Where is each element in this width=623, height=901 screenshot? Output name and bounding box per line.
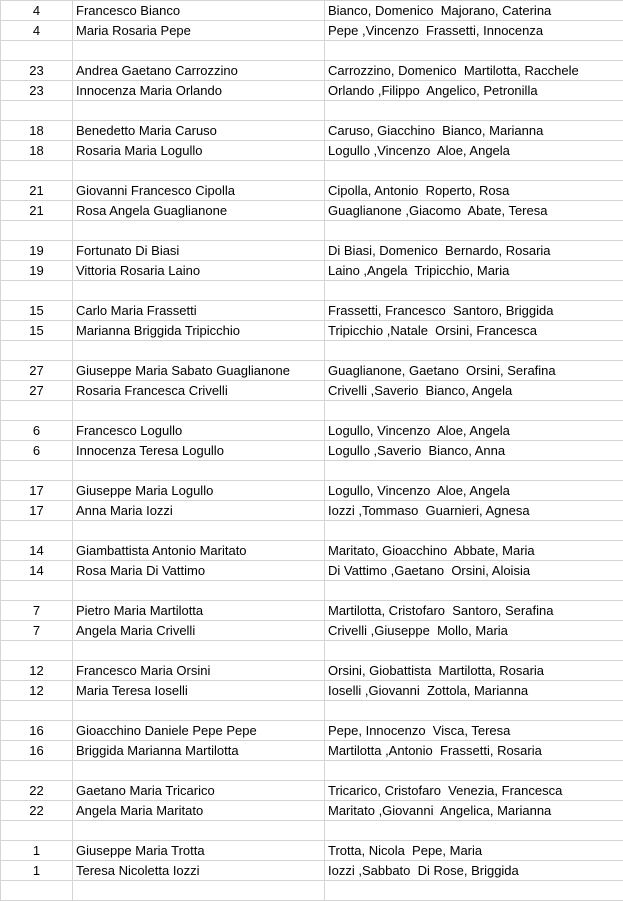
parents-cell[interactable]: Orsini, Giobattista Martilotta, Rosaria bbox=[325, 661, 623, 681]
parents-cell[interactable]: Maritato ,Giovanni Angelica, Marianna bbox=[325, 801, 623, 821]
spouse-name-cell[interactable] bbox=[73, 641, 325, 661]
parents-cell[interactable]: Frassetti, Francesco Santoro, Briggida bbox=[325, 301, 623, 321]
record-number-cell[interactable]: 22 bbox=[1, 801, 73, 821]
table-row bbox=[1, 441, 623, 461]
record-number-cell[interactable] bbox=[1, 581, 73, 601]
parents-cell[interactable] bbox=[325, 281, 623, 301]
table-row bbox=[1, 781, 623, 801]
parents-cell[interactable] bbox=[325, 461, 623, 481]
table-row bbox=[1, 881, 623, 901]
record-number-cell[interactable] bbox=[1, 281, 73, 301]
record-number-cell[interactable]: 18 bbox=[1, 141, 73, 161]
record-number-cell[interactable] bbox=[1, 41, 73, 61]
spouse-name-cell[interactable]: Rosa Maria Di Vattimo bbox=[73, 561, 325, 581]
record-number-cell[interactable] bbox=[1, 521, 73, 541]
parents-cell[interactable]: Martilotta ,Antonio Frassetti, Rosaria bbox=[325, 741, 623, 761]
record-number-cell[interactable]: 16 bbox=[1, 721, 73, 741]
parents-cell[interactable]: Carrozzino, Domenico Martilotta, Racchele bbox=[325, 61, 623, 81]
table-row bbox=[1, 481, 623, 501]
spouse-name-cell[interactable]: Gioacchino Daniele Pepe Pepe bbox=[73, 721, 325, 741]
table-row bbox=[1, 861, 623, 881]
record-number-cell[interactable]: 19 bbox=[1, 241, 73, 261]
spouse-name-cell[interactable]: Carlo Maria Frassetti bbox=[73, 301, 325, 321]
table-row bbox=[1, 181, 623, 201]
spouse-name-cell[interactable]: Innocenza Teresa Logullo bbox=[73, 441, 325, 461]
parents-cell[interactable]: Bianco, Domenico Majorano, Caterina bbox=[325, 1, 623, 21]
table-row bbox=[1, 241, 623, 261]
parents-cell[interactable]: Martilotta, Cristofaro Santoro, Serafina bbox=[325, 601, 623, 621]
table-row bbox=[1, 381, 623, 401]
parents-cell[interactable] bbox=[325, 641, 623, 661]
spouse-name-cell[interactable]: Gaetano Maria Tricarico bbox=[73, 781, 325, 801]
spouse-name-cell[interactable]: Innocenza Maria Orlando bbox=[73, 81, 325, 101]
record-number-cell[interactable]: 27 bbox=[1, 361, 73, 381]
parents-cell[interactable] bbox=[325, 821, 623, 841]
table-row bbox=[1, 101, 623, 121]
table-row bbox=[1, 201, 623, 221]
parents-cell[interactable] bbox=[325, 341, 623, 361]
spouse-name-cell[interactable] bbox=[73, 161, 325, 181]
record-number-cell[interactable]: 15 bbox=[1, 301, 73, 321]
spouse-name-cell[interactable] bbox=[73, 341, 325, 361]
parents-cell[interactable]: Crivelli ,Giuseppe Mollo, Maria bbox=[325, 621, 623, 641]
record-number-cell[interactable] bbox=[1, 461, 73, 481]
parents-cell[interactable]: Trotta, Nicola Pepe, Maria bbox=[325, 841, 623, 861]
record-number-cell[interactable]: 12 bbox=[1, 681, 73, 701]
spouse-name-cell[interactable]: Francesco Bianco bbox=[73, 1, 325, 21]
spouse-name-cell[interactable]: Vittoria Rosaria Laino bbox=[73, 261, 325, 281]
record-number-cell[interactable]: 6 bbox=[1, 441, 73, 461]
table-row bbox=[1, 401, 623, 421]
record-number-cell[interactable]: 22 bbox=[1, 781, 73, 801]
table-row bbox=[1, 81, 623, 101]
table-row bbox=[1, 621, 623, 641]
spouse-name-cell[interactable]: Briggida Marianna Martilotta bbox=[73, 741, 325, 761]
spouse-name-cell[interactable]: Maria Teresa Ioselli bbox=[73, 681, 325, 701]
parents-cell[interactable] bbox=[325, 761, 623, 781]
spouse-name-cell[interactable] bbox=[73, 521, 325, 541]
parents-cell[interactable]: Maritato, Gioacchino Abbate, Maria bbox=[325, 541, 623, 561]
table-row bbox=[1, 281, 623, 301]
table-row bbox=[1, 801, 623, 821]
record-number-cell[interactable] bbox=[1, 101, 73, 121]
record-number-cell[interactable] bbox=[1, 881, 73, 901]
table-row bbox=[1, 541, 623, 561]
table-row bbox=[1, 841, 623, 861]
record-number-cell[interactable] bbox=[1, 221, 73, 241]
table-row bbox=[1, 261, 623, 281]
spouse-name-cell[interactable] bbox=[73, 581, 325, 601]
parents-cell[interactable]: Guaglianone, Gaetano Orsini, Serafina bbox=[325, 361, 623, 381]
spreadsheet-body bbox=[1, 1, 623, 901]
spouse-name-cell[interactable]: Francesco Logullo bbox=[73, 421, 325, 441]
table-row bbox=[1, 341, 623, 361]
parents-cell[interactable]: Ioselli ,Giovanni Zottola, Marianna bbox=[325, 681, 623, 701]
spouse-name-cell[interactable]: Pietro Maria Martilotta bbox=[73, 601, 325, 621]
record-number-cell[interactable]: 23 bbox=[1, 81, 73, 101]
record-number-cell[interactable] bbox=[1, 161, 73, 181]
table-row bbox=[1, 641, 623, 661]
record-number-cell[interactable]: 18 bbox=[1, 121, 73, 141]
record-number-cell[interactable] bbox=[1, 821, 73, 841]
parents-cell[interactable]: Tripicchio ,Natale Orsini, Francesca bbox=[325, 321, 623, 341]
record-number-cell[interactable]: 12 bbox=[1, 661, 73, 681]
table-row bbox=[1, 221, 623, 241]
record-number-cell[interactable]: 7 bbox=[1, 601, 73, 621]
table-row bbox=[1, 461, 623, 481]
spouse-name-cell[interactable] bbox=[73, 461, 325, 481]
record-number-cell[interactable]: 14 bbox=[1, 541, 73, 561]
spouse-name-cell[interactable]: Giambattista Antonio Maritato bbox=[73, 541, 325, 561]
table-row bbox=[1, 41, 623, 61]
spouse-name-cell[interactable] bbox=[73, 761, 325, 781]
record-number-cell[interactable] bbox=[1, 401, 73, 421]
record-number-cell[interactable]: 4 bbox=[1, 1, 73, 21]
record-number-cell[interactable]: 17 bbox=[1, 501, 73, 521]
spouse-name-cell[interactable]: Andrea Gaetano Carrozzino bbox=[73, 61, 325, 81]
record-number-cell[interactable] bbox=[1, 641, 73, 661]
parents-cell[interactable]: Pepe ,Vincenzo Frassetti, Innocenza bbox=[325, 21, 623, 41]
table-row bbox=[1, 501, 623, 521]
spouse-name-cell[interactable]: Rosaria Maria Logullo bbox=[73, 141, 325, 161]
record-number-cell[interactable]: 21 bbox=[1, 181, 73, 201]
record-number-cell[interactable]: 1 bbox=[1, 861, 73, 881]
table-row bbox=[1, 681, 623, 701]
spouse-name-cell[interactable]: Giuseppe Maria Sabato Guaglianone bbox=[73, 361, 325, 381]
spouse-name-cell[interactable]: Rosa Angela Guaglianone bbox=[73, 201, 325, 221]
spouse-name-cell[interactable]: Benedetto Maria Caruso bbox=[73, 121, 325, 141]
spouse-name-cell[interactable]: Giuseppe Maria Trotta bbox=[73, 841, 325, 861]
table-row bbox=[1, 741, 623, 761]
table-row bbox=[1, 821, 623, 841]
record-number-cell[interactable] bbox=[1, 761, 73, 781]
parents-cell[interactable]: Logullo, Vincenzo Aloe, Angela bbox=[325, 421, 623, 441]
parents-cell[interactable] bbox=[325, 221, 623, 241]
table-row bbox=[1, 701, 623, 721]
spouse-name-cell[interactable]: Francesco Maria Orsini bbox=[73, 661, 325, 681]
table-row bbox=[1, 361, 623, 381]
table-row bbox=[1, 61, 623, 81]
table-row bbox=[1, 761, 623, 781]
parents-cell[interactable]: Logullo ,Saverio Bianco, Anna bbox=[325, 441, 623, 461]
record-number-cell[interactable]: 1 bbox=[1, 841, 73, 861]
spouse-name-cell[interactable] bbox=[73, 701, 325, 721]
parents-cell[interactable]: Laino ,Angela Tripicchio, Maria bbox=[325, 261, 623, 281]
table-row bbox=[1, 561, 623, 581]
parents-cell[interactable]: Caruso, Giacchino Bianco, Marianna bbox=[325, 121, 623, 141]
table-row bbox=[1, 21, 623, 41]
record-number-cell[interactable] bbox=[1, 341, 73, 361]
record-number-cell[interactable]: 23 bbox=[1, 61, 73, 81]
table-row bbox=[1, 601, 623, 621]
record-number-cell[interactable]: 27 bbox=[1, 381, 73, 401]
spouse-name-cell[interactable]: Angela Maria Crivelli bbox=[73, 621, 325, 641]
spouse-name-cell[interactable]: Fortunato Di Biasi bbox=[73, 241, 325, 261]
spouse-name-cell[interactable] bbox=[73, 401, 325, 421]
parents-cell[interactable]: Tricarico, Cristofaro Venezia, Francesca bbox=[325, 781, 623, 801]
table-row bbox=[1, 121, 623, 141]
spouse-name-cell[interactable]: Marianna Briggida Tripicchio bbox=[73, 321, 325, 341]
record-number-cell[interactable]: 21 bbox=[1, 201, 73, 221]
table-row bbox=[1, 661, 623, 681]
parents-cell[interactable]: Orlando ,Filippo Angelico, Petronilla bbox=[325, 81, 623, 101]
parents-cell[interactable]: Iozzi ,Sabbato Di Rose, Briggida bbox=[325, 861, 623, 881]
table-row bbox=[1, 141, 623, 161]
parents-cell[interactable]: Logullo, Vincenzo Aloe, Angela bbox=[325, 481, 623, 501]
parents-cell[interactable] bbox=[325, 881, 623, 901]
parents-cell[interactable]: Pepe, Innocenzo Visca, Teresa bbox=[325, 721, 623, 741]
parents-cell[interactable] bbox=[325, 401, 623, 421]
record-number-cell[interactable]: 16 bbox=[1, 741, 73, 761]
record-number-cell[interactable]: 15 bbox=[1, 321, 73, 341]
parents-cell[interactable] bbox=[325, 701, 623, 721]
table-row bbox=[1, 321, 623, 341]
parents-cell[interactable]: Di Biasi, Domenico Bernardo, Rosaria bbox=[325, 241, 623, 261]
spouse-name-cell[interactable]: Anna Maria Iozzi bbox=[73, 501, 325, 521]
spouse-name-cell[interactable] bbox=[73, 101, 325, 121]
table-row bbox=[1, 721, 623, 741]
parents-cell[interactable]: Di Vattimo ,Gaetano Orsini, Aloisia bbox=[325, 561, 623, 581]
spouse-name-cell[interactable] bbox=[73, 221, 325, 241]
record-number-cell[interactable]: 17 bbox=[1, 481, 73, 501]
spouse-name-cell[interactable] bbox=[73, 41, 325, 61]
record-number-cell[interactable]: 7 bbox=[1, 621, 73, 641]
table-row bbox=[1, 301, 623, 321]
record-number-cell[interactable]: 4 bbox=[1, 21, 73, 41]
table-row bbox=[1, 581, 623, 601]
spouse-name-cell[interactable] bbox=[73, 821, 325, 841]
record-number-cell[interactable]: 19 bbox=[1, 261, 73, 281]
parents-cell[interactable]: Cipolla, Antonio Roperto, Rosa bbox=[325, 181, 623, 201]
parents-cell[interactable]: Guaglianone ,Giacomo Abate, Teresa bbox=[325, 201, 623, 221]
table-row bbox=[1, 161, 623, 181]
parents-cell[interactable]: Logullo ,Vincenzo Aloe, Angela bbox=[325, 141, 623, 161]
spouse-name-cell[interactable]: Giuseppe Maria Logullo bbox=[73, 481, 325, 501]
record-number-cell[interactable]: 14 bbox=[1, 561, 73, 581]
record-number-cell[interactable]: 6 bbox=[1, 421, 73, 441]
spouse-name-cell[interactable]: Giovanni Francesco Cipolla bbox=[73, 181, 325, 201]
record-number-cell[interactable] bbox=[1, 701, 73, 721]
parents-cell[interactable] bbox=[325, 581, 623, 601]
spouse-name-cell[interactable]: Rosaria Francesca Crivelli bbox=[73, 381, 325, 401]
parents-cell[interactable] bbox=[325, 101, 623, 121]
spouse-name-cell[interactable]: Teresa Nicoletta Iozzi bbox=[73, 861, 325, 881]
table-row bbox=[1, 421, 623, 441]
parents-cell[interactable] bbox=[325, 41, 623, 61]
spouse-name-cell[interactable]: Angela Maria Maritato bbox=[73, 801, 325, 821]
spouse-name-cell[interactable] bbox=[73, 281, 325, 301]
table-row bbox=[1, 521, 623, 541]
parents-cell[interactable] bbox=[325, 161, 623, 181]
parents-cell[interactable]: Crivelli ,Saverio Bianco, Angela bbox=[325, 381, 623, 401]
table-row bbox=[1, 1, 623, 21]
parents-cell[interactable]: Iozzi ,Tommaso Guarnieri, Agnesa bbox=[325, 501, 623, 521]
spouse-name-cell[interactable]: Maria Rosaria Pepe bbox=[73, 21, 325, 41]
spouse-name-cell[interactable] bbox=[73, 881, 325, 901]
parents-cell[interactable] bbox=[325, 521, 623, 541]
